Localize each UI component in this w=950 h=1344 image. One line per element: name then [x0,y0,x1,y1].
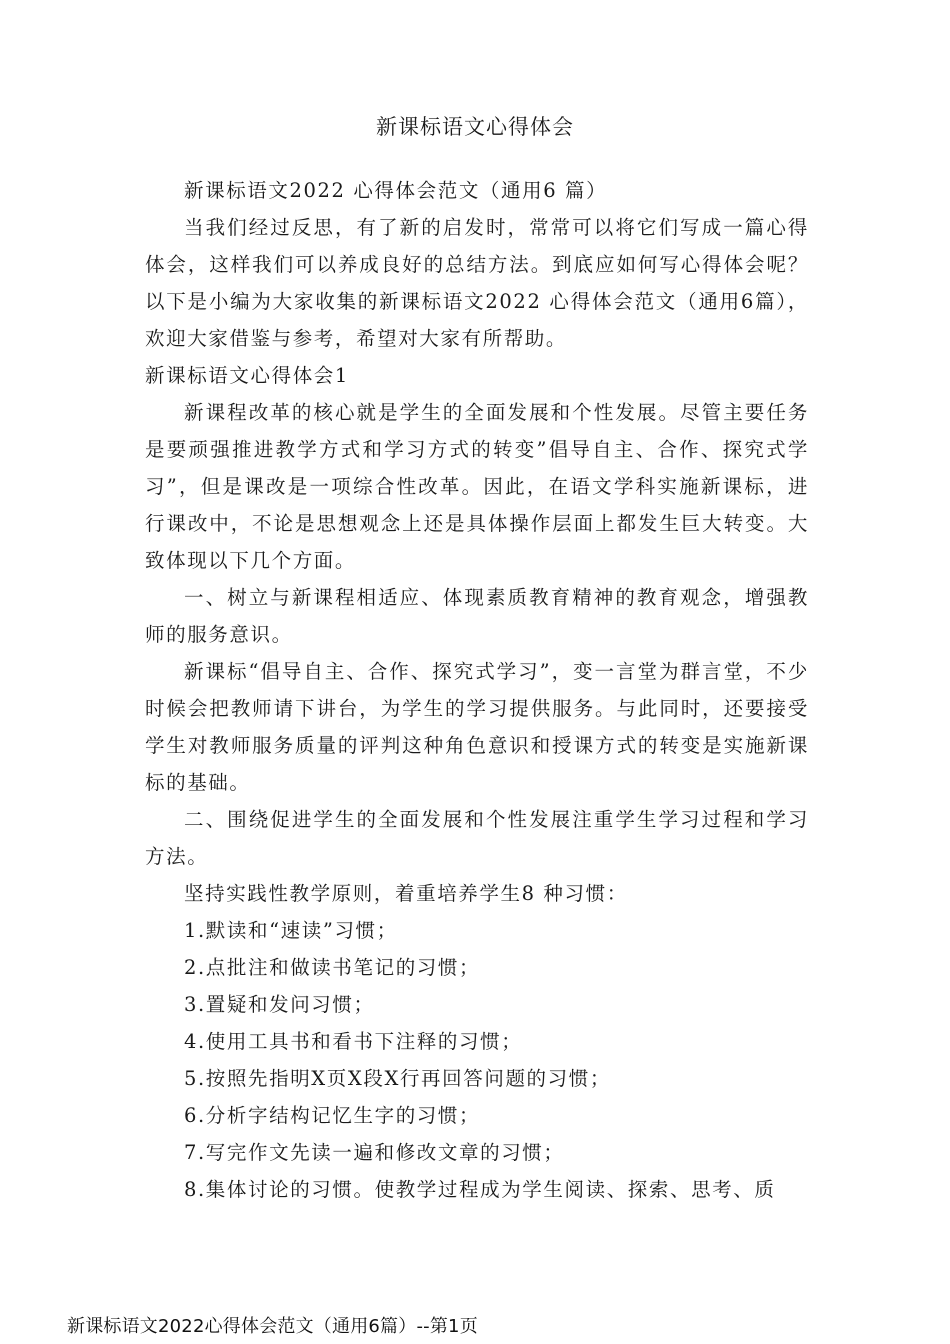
page-footer: 新课标语文2022心得体会范文（通用6篇）--第1页 [67,1316,478,1337]
document-body [145,172,809,1208]
document-title: 新课标语文心得体会 [376,115,574,139]
intro-paragraph: 当我们经过反思，有了新的启发时，常常可以将它们写成一篇心得体会，这样我们可以养成良好的总结方法。到底应如何写心得体会呢？以下是小编为大家收集的新课标语文2022 心得体会范文（通用6篇），欢迎大家借鉴与参考，希望对大家有所帮助。 [145,216,809,350]
habit-list-item: 2.点批注和做读书笔记的习惯； [184,956,481,979]
habit-list-item: 7.写完作文先读一遍和修改文章的习惯； [184,1141,565,1164]
body-paragraph: 新课标“倡导自主、合作、探究式学习”，变一言堂为群言堂，不少时候会把教师请下讲台，为学生的学习提供服务。与此同时，还要接受学生对教师服务质量的评判这种角色意识和授课方式的转变是实施新课标的基础。 [145,660,809,794]
habit-list-item: 4.使用工具书和看书下注释的习惯； [184,1030,523,1053]
habit-list-item: 3.置疑和发问习惯； [184,993,375,1016]
body-paragraph: 新课程改革的核心就是学生的全面发展和个性发展。尽管主要任务是要顽强推进教学方式和学习方式的转变”倡导自主、合作、探究式学习”，但是课改是一项综合性改革。因此，在语文学科实施新课标，进行课改中，不论是思想观念上还是具体操作层面上都发生巨大转变。大致体现以下几个方面。 [145,401,809,572]
habit-list-item: 8.集体讨论的习惯。使教学过程成为学生阅读、探索、思考、质 [184,1178,776,1201]
point-two-heading: 二、围绕促进学生的全面发展和个性发展注重学生学习过程和学习方法。 [145,808,809,868]
section-heading: 新课标语文心得体会1 [145,364,349,387]
habit-list-item: 1.默读和“速读”习惯； [184,919,398,942]
habits-intro: 坚持实践性教学原则，着重培养学生8 种习惯： [184,882,628,905]
subtitle-paragraph: 新课标语文2022 心得体会范文（通用6 篇） [184,179,608,202]
point-one-heading: 一、树立与新课程相适应、体现素质教育精神的教育观念，增强教师的服务意识。 [145,586,809,646]
habit-list-item: 6.分析字结构记忆生字的习惯； [184,1104,481,1127]
habit-list-item: 5.按照先指明X页X段X行再回答问题的习惯； [184,1067,611,1090]
